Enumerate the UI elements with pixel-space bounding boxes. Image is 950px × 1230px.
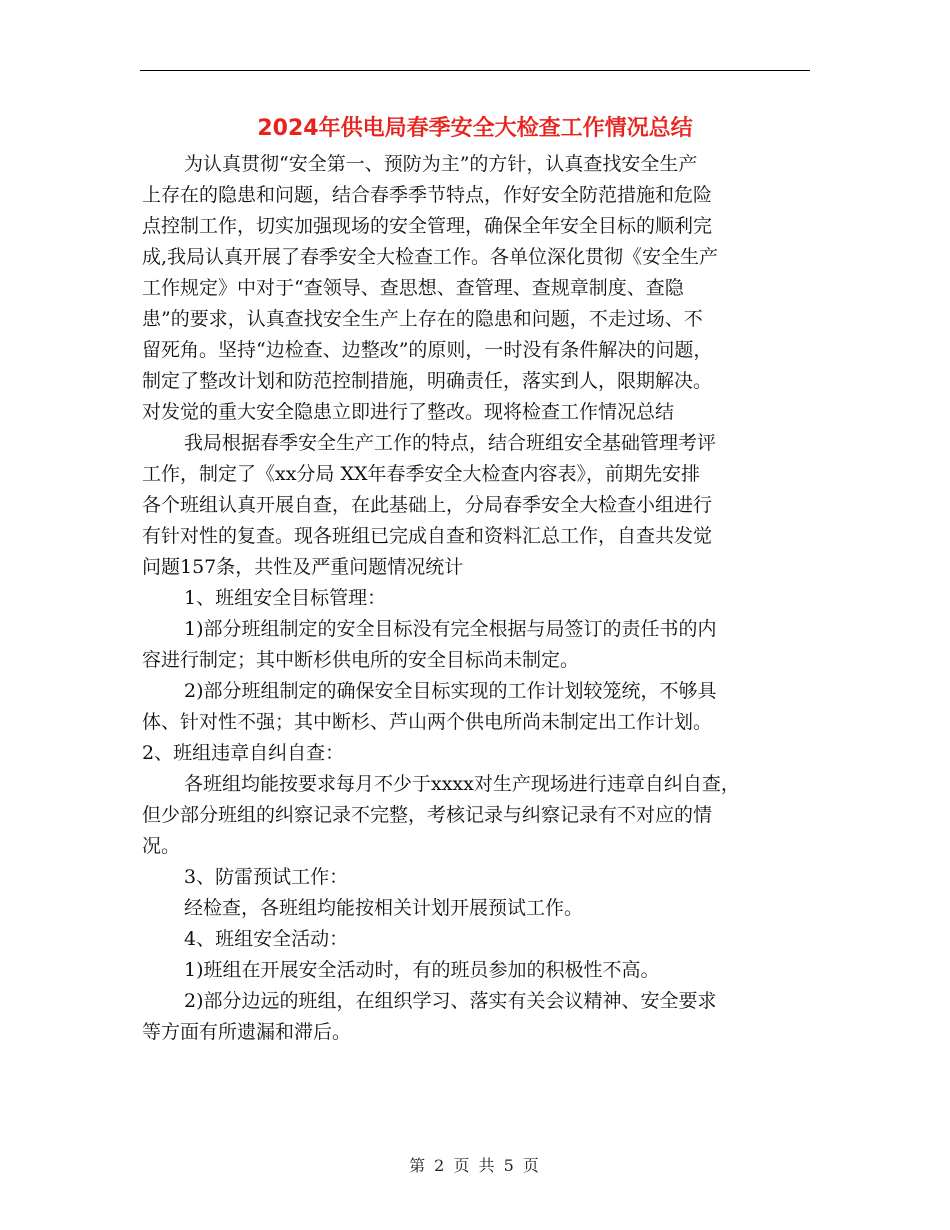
text-line: 工作，制定了《xx分局 XX年春季安全大检查内容表》，前期先安排 [142,463,701,485]
text-line: 容进行制定；其中断杉供电所的安全目标尚未制定。 [142,649,580,671]
text-line: 况。 [142,835,181,857]
header-rule [140,70,810,71]
text-line: 点控制工作，切实加强现场的安全管理，确保全年安全目标的顺利完 [142,215,713,237]
text-line: 患”的要求，认真查找安全生产上存在的隐患和问题，不走过场、不 [142,308,703,330]
document-title: 2024年供电局春季安全大检查工作情况总结 [257,116,693,141]
text-line: 3、防雷预试工作： [184,866,349,888]
text-line: 制定了整改计划和防范控制措施，明确责任，落实到人，限期解决。 [142,370,713,392]
text-line: 我局根据春季安全生产工作的特点，结合班组安全基础管理考评 [184,432,717,454]
text-line: 为认真贯彻“安全第一、预防为主”的方针，认真查找安全生产 [184,153,698,175]
text-line: 成,我局认真开展了春季安全大检查工作。各单位深化贯彻《安全生产 [142,246,719,268]
text-line: 1)班组在开展安全活动时，有的班员参加的积极性不高。 [184,959,660,981]
text-line: 对发觉的重大安全隐患立即进行了整改。现将检查工作情况总结 [142,401,675,423]
text-line: 工作规定》中对于“查领导、查思想、查管理、查规章制度、查隐 [142,277,684,299]
document-body [142,149,810,1048]
text-line: 1)部分班组制定的安全目标没有完全根据与局签订的责任书的内 [184,618,717,640]
text-line: 2)部分边远的班组，在组织学习、落实有关会议精神、安全要求 [184,990,717,1012]
text-line: 问题157条，共性及严重问题情况统计 [142,556,464,578]
text-line: 但少部分班组的纠察记录不完整，考核记录与纠察记录有不对应的情 [142,804,713,826]
text-line: 2、班组违章自纠自查： [142,742,345,764]
text-line: 留死角。坚持“边检查、边整改”的原则，一时没有条件解决的问题， [142,339,713,361]
text-line: 各班组均能按要求每月不少于xxxx对生产现场进行违章自纠自查， [184,773,740,795]
text-line: 2)部分班组制定的确保安全目标实现的工作计划较笼统，不够具 [184,680,717,702]
text-line: 4、班组安全活动： [184,928,349,950]
text-line: 等方面有所遗漏和滞后。 [142,1021,352,1043]
text-line: 上存在的隐患和问题，结合春季季节特点，作好安全防范措施和危险 [142,184,713,206]
text-line: 体、针对性不强；其中断杉、芦山两个供电所尚未制定出工作计划。 [142,711,713,733]
text-line: 经检查，各班组均能按相关计划开展预试工作。 [184,897,584,919]
text-line: 1、班组安全目标管理： [184,587,387,609]
text-line: 各个班组认真开展自查，在此基础上，分局春季安全大检查小组进行 [142,494,713,516]
text-line: 有针对性的复查。现各班组已完成自查和资料汇总工作，自查共发觉 [142,525,713,547]
page-footer: 第 2 页 共 5 页 [409,1156,541,1175]
